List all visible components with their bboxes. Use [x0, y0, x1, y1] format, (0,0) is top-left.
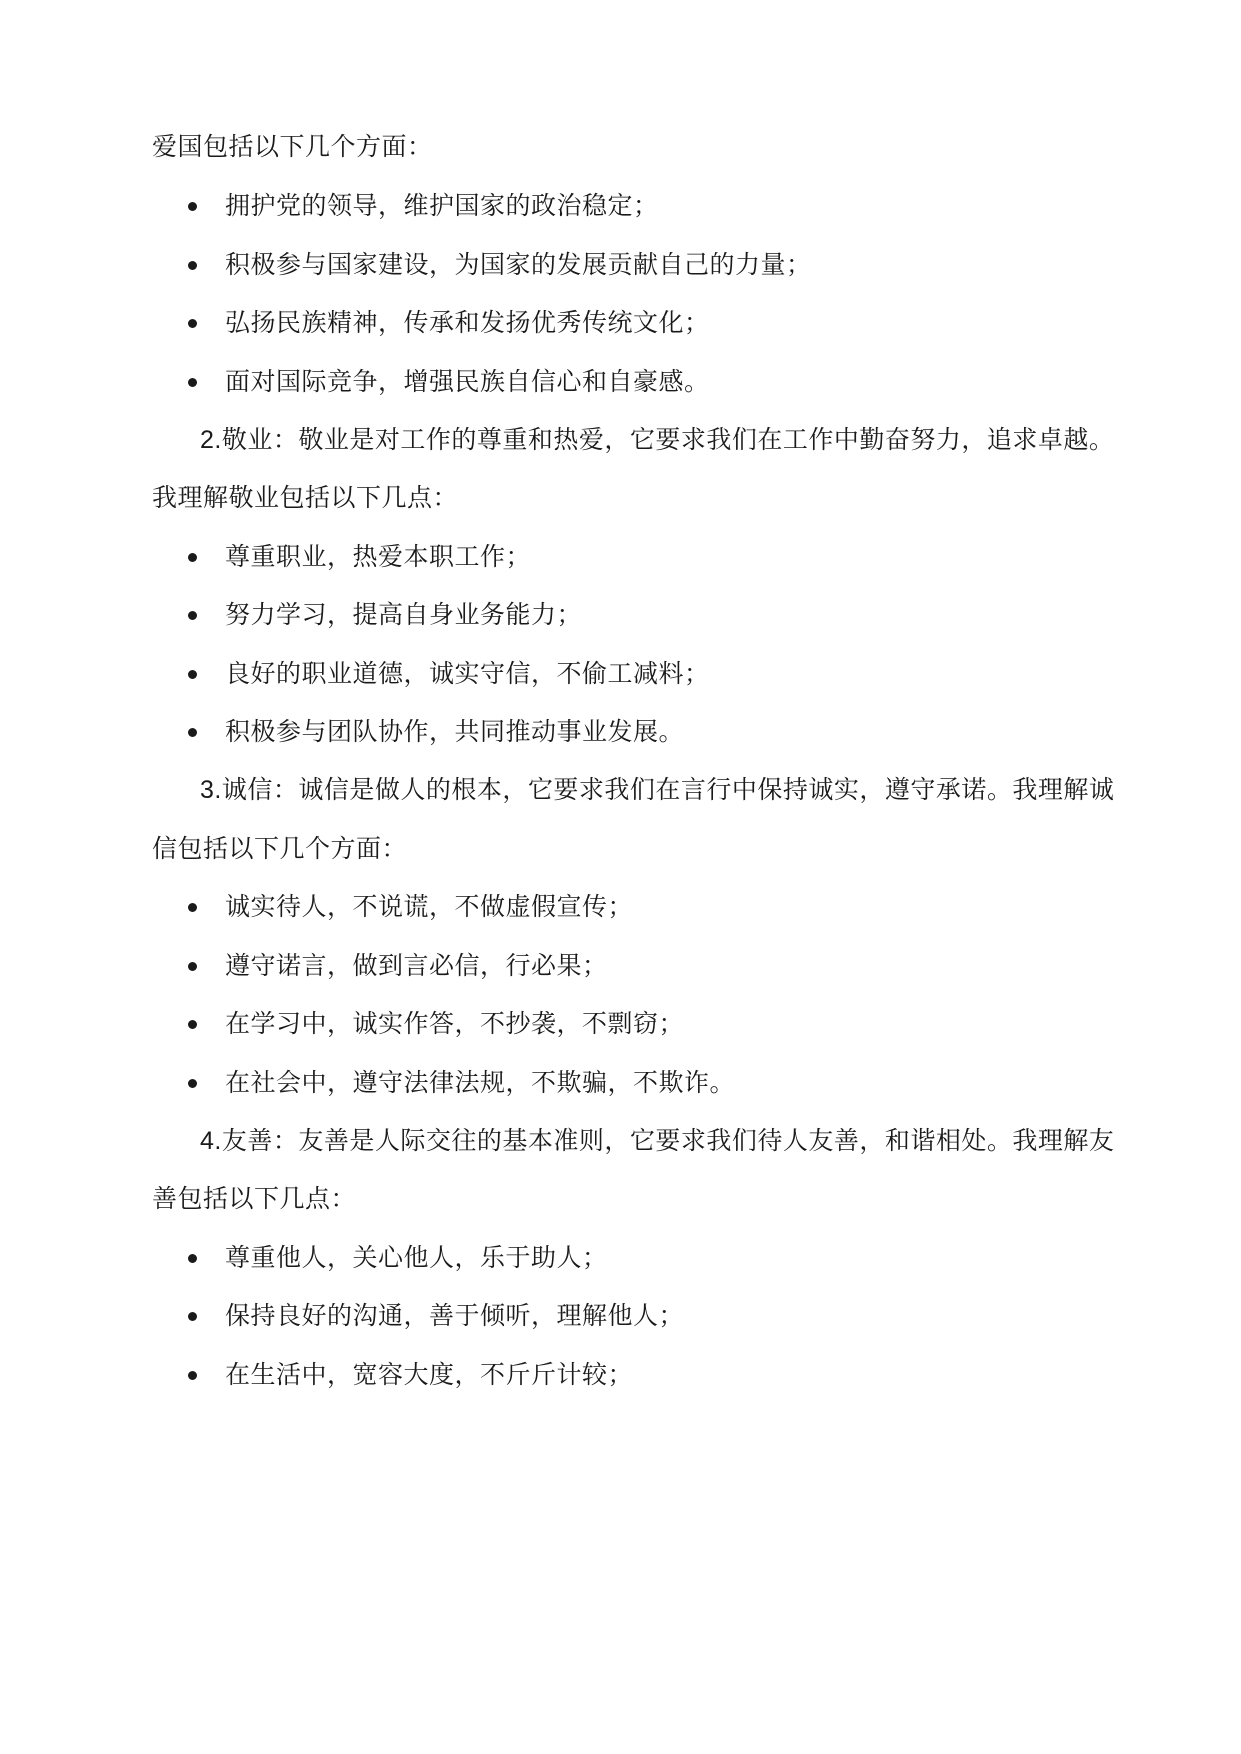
bullet-icon: [188, 1254, 197, 1263]
bullet-icon: [188, 1312, 197, 1321]
section-4-continuation: 善包括以下几点：: [152, 1184, 357, 1213]
section-number: 3.: [200, 776, 222, 804]
bullet-icon: [188, 202, 197, 211]
bullet-icon: [188, 670, 197, 679]
bullet-icon: [188, 1020, 197, 1029]
bullet-icon: [188, 378, 197, 387]
bullet-icon: [188, 1371, 197, 1380]
bullet-icon: [188, 319, 197, 328]
section-text: 诚信：诚信是做人的根本，它要求我们在言行中保持诚实，遵守承诺。我理解诚: [221, 775, 1115, 804]
bullet-icon: [188, 261, 197, 270]
bullet-icon: [188, 962, 197, 971]
intro-paragraph: 爱国包括以下几个方面：: [152, 132, 433, 161]
document-page: 爱国包括以下几个方面： 拥护党的领导，维护国家的政治稳定； 积极参与国家建设，为国家的发展贡献自己的力量； 弘扬民族精神，传承和发扬优秀传统文化； 面对国际竞争，增强民族自信心和自豪感。 2.敬业：敬业是对工作的尊重和热爱，它要求我们在工作中勤奋努力，追求卓越。 我理解敬业包括以下几点： 尊重职业，热爱本职工作； 努力学习，提高自身业务能力； 良好的职业道德，诚实守信，不偷工减料； 积极参与团队协作，共同推动事业发展。 3.诚信：诚信是做人的根本，它要求我们在言行中保持诚实，遵守承诺。我理解诚 信包括以下几个方面： 诚实待人，不说谎，不做虚假宣传； 遵守诺言，做到言必信，行必果； 在学习中，诚实作答，不抄袭，不剽窃； 在社会中，遵守法律法规，不欺骗，不欺诈。 4.友善：友善是人际交往的基本准则，它要求我们待人友善，和谐相处。我理解友 善包括以下几点： 尊重他人，关心他人，乐于助人； 保持良好的沟通，善于倾听，理解他人； 在生活中，宽容大度，不斤斤计较；: [0, 0, 1241, 1754]
bullet-icon: [188, 728, 197, 737]
section-2-paragraph: [200, 424, 1114, 456]
section-4-paragraph: [200, 1125, 1114, 1157]
section-3-paragraph: [200, 774, 1114, 806]
bullet-icon: [188, 611, 197, 620]
section-text: 友善：友善是人际交往的基本准则，它要求我们待人友善，和谐相处。我理解友: [221, 1126, 1115, 1155]
bullet-icon: [188, 1079, 197, 1088]
section-3-continuation: 信包括以下几个方面：: [152, 834, 408, 863]
section-text: 敬业：敬业是对工作的尊重和热爱，它要求我们在工作中勤奋努力，追求卓越。: [221, 425, 1115, 454]
section-2-continuation: 我理解敬业包括以下几点：: [152, 483, 459, 512]
bullet-icon: [188, 553, 197, 562]
bullet-icon: [188, 903, 197, 912]
section-number: 4.: [200, 1127, 222, 1155]
section-number: 2.: [200, 426, 222, 454]
